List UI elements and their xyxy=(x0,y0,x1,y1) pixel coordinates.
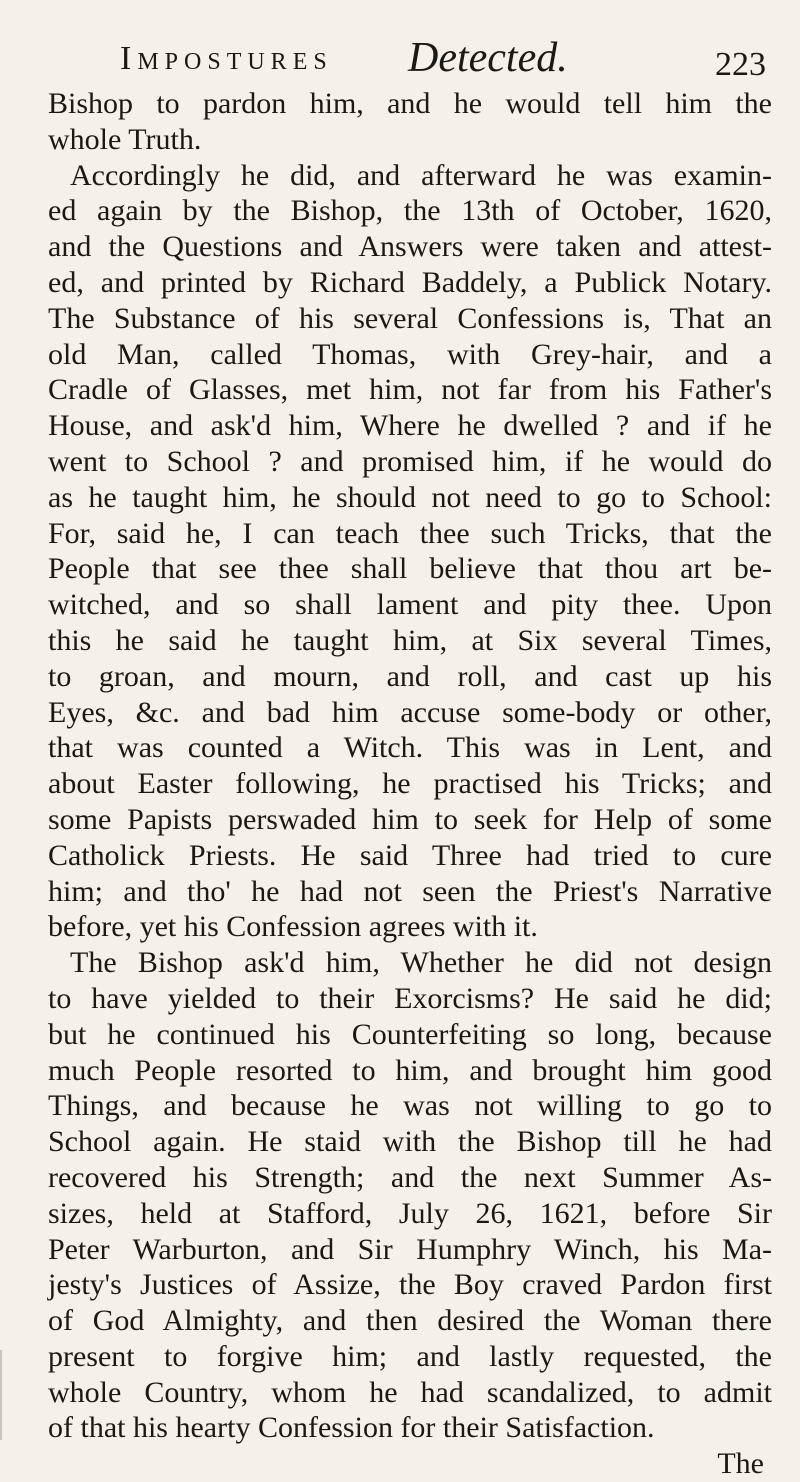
text-line: but he continued his Counterfeiting so long, because xyxy=(48,1017,772,1051)
text-line: much People resorted to him, and brought him good xyxy=(48,1053,772,1087)
text-line: Peter Warburton, and Sir Humphry Winch, his Ma- xyxy=(48,1232,772,1266)
text-line: Eyes, &c. and bad him accuse some-body or other, xyxy=(48,695,772,729)
text-line: recovered his Strength; and the next Summer As- xyxy=(48,1160,772,1194)
text-line: jesty's Justices of Assize, the Boy craved Pardon first xyxy=(48,1268,772,1302)
text-line: went to School ? and promised him, if he would do xyxy=(48,444,772,478)
text-line: as he taught him, he should not need to go to School: xyxy=(48,480,772,514)
text-line: some Papists perswaded him to seek for Help of some xyxy=(48,802,772,836)
text-line: Cradle of Glasses, met him, not far from his Father's xyxy=(48,373,772,407)
text-line: Catholick Priests. He said Three had tried to cure xyxy=(48,838,772,872)
page-number: 223 xyxy=(715,46,766,83)
text-line: sizes, held at Stafford, July 26, 1621, before Sir xyxy=(48,1196,772,1230)
text-line: to groan, and mourn, and roll, and cast up his xyxy=(48,659,772,693)
text-line: whole Country, whom he had scandalized, to admit xyxy=(48,1375,772,1409)
text-line: to have yielded to their Exorcisms? He said he did; xyxy=(48,981,772,1015)
text-line: him; and tho' he had not seen the Priest's Narrative xyxy=(48,874,772,908)
text-line: about Easter following, he practised his Tricks; and xyxy=(48,767,772,801)
text-line: before, yet his Confession agrees with it. xyxy=(48,910,538,944)
text-line: Accordingly he did, and afterward he was examin- xyxy=(70,158,772,192)
catchword: The xyxy=(717,1447,764,1481)
text-line: present to forgive him; and lastly requested, the xyxy=(48,1339,772,1373)
text-line: and the Questions and Answers were taken and attest- xyxy=(48,230,772,264)
text-line: of that his hearty Confession for their Satisfaction. xyxy=(48,1411,655,1445)
text-line: ed again by the Bishop, the 13th of October, 1620, xyxy=(48,194,772,228)
text-line: For, said he, I can teach thee such Tricks, that the xyxy=(48,516,772,550)
text-line: of God Almighty, and then desired the Woman there xyxy=(48,1304,772,1338)
running-title-italic: Detected. xyxy=(408,35,568,81)
text-line: witched, and so shall lament and pity thee. Upon xyxy=(48,588,772,622)
text-line: School again. He staid with the Bishop till he had xyxy=(48,1125,772,1159)
text-line: Things, and because he was not willing to go to xyxy=(48,1089,772,1123)
text-line: ed, and printed by Richard Baddely, a Publick Notary. xyxy=(48,265,772,299)
page-edge-shadow xyxy=(0,1350,2,1440)
text-line: that was counted a Witch. This was in Lent, and xyxy=(48,731,772,765)
text-line: People that see thee shall believe that thou art be- xyxy=(48,552,772,586)
text-line: House, and ask'd him, Where he dwelled ? and if he xyxy=(48,409,772,443)
text-line: old Man, called Thomas, with Grey-hair, and a xyxy=(48,337,772,371)
text-line: The Substance of his several Confessions is, That an xyxy=(48,301,772,335)
text-line: whole Truth. xyxy=(48,122,202,156)
text-line: The Bishop ask'd him, Whether he did not design xyxy=(70,946,772,980)
running-title-smallcaps: Impostures xyxy=(120,40,333,77)
text-line: Bishop to pardon him, and he would tell him the xyxy=(48,87,772,120)
body-text xyxy=(48,86,772,1482)
running-head xyxy=(120,30,780,90)
text-line: this he said he taught him, at Six several Times, xyxy=(48,623,772,657)
